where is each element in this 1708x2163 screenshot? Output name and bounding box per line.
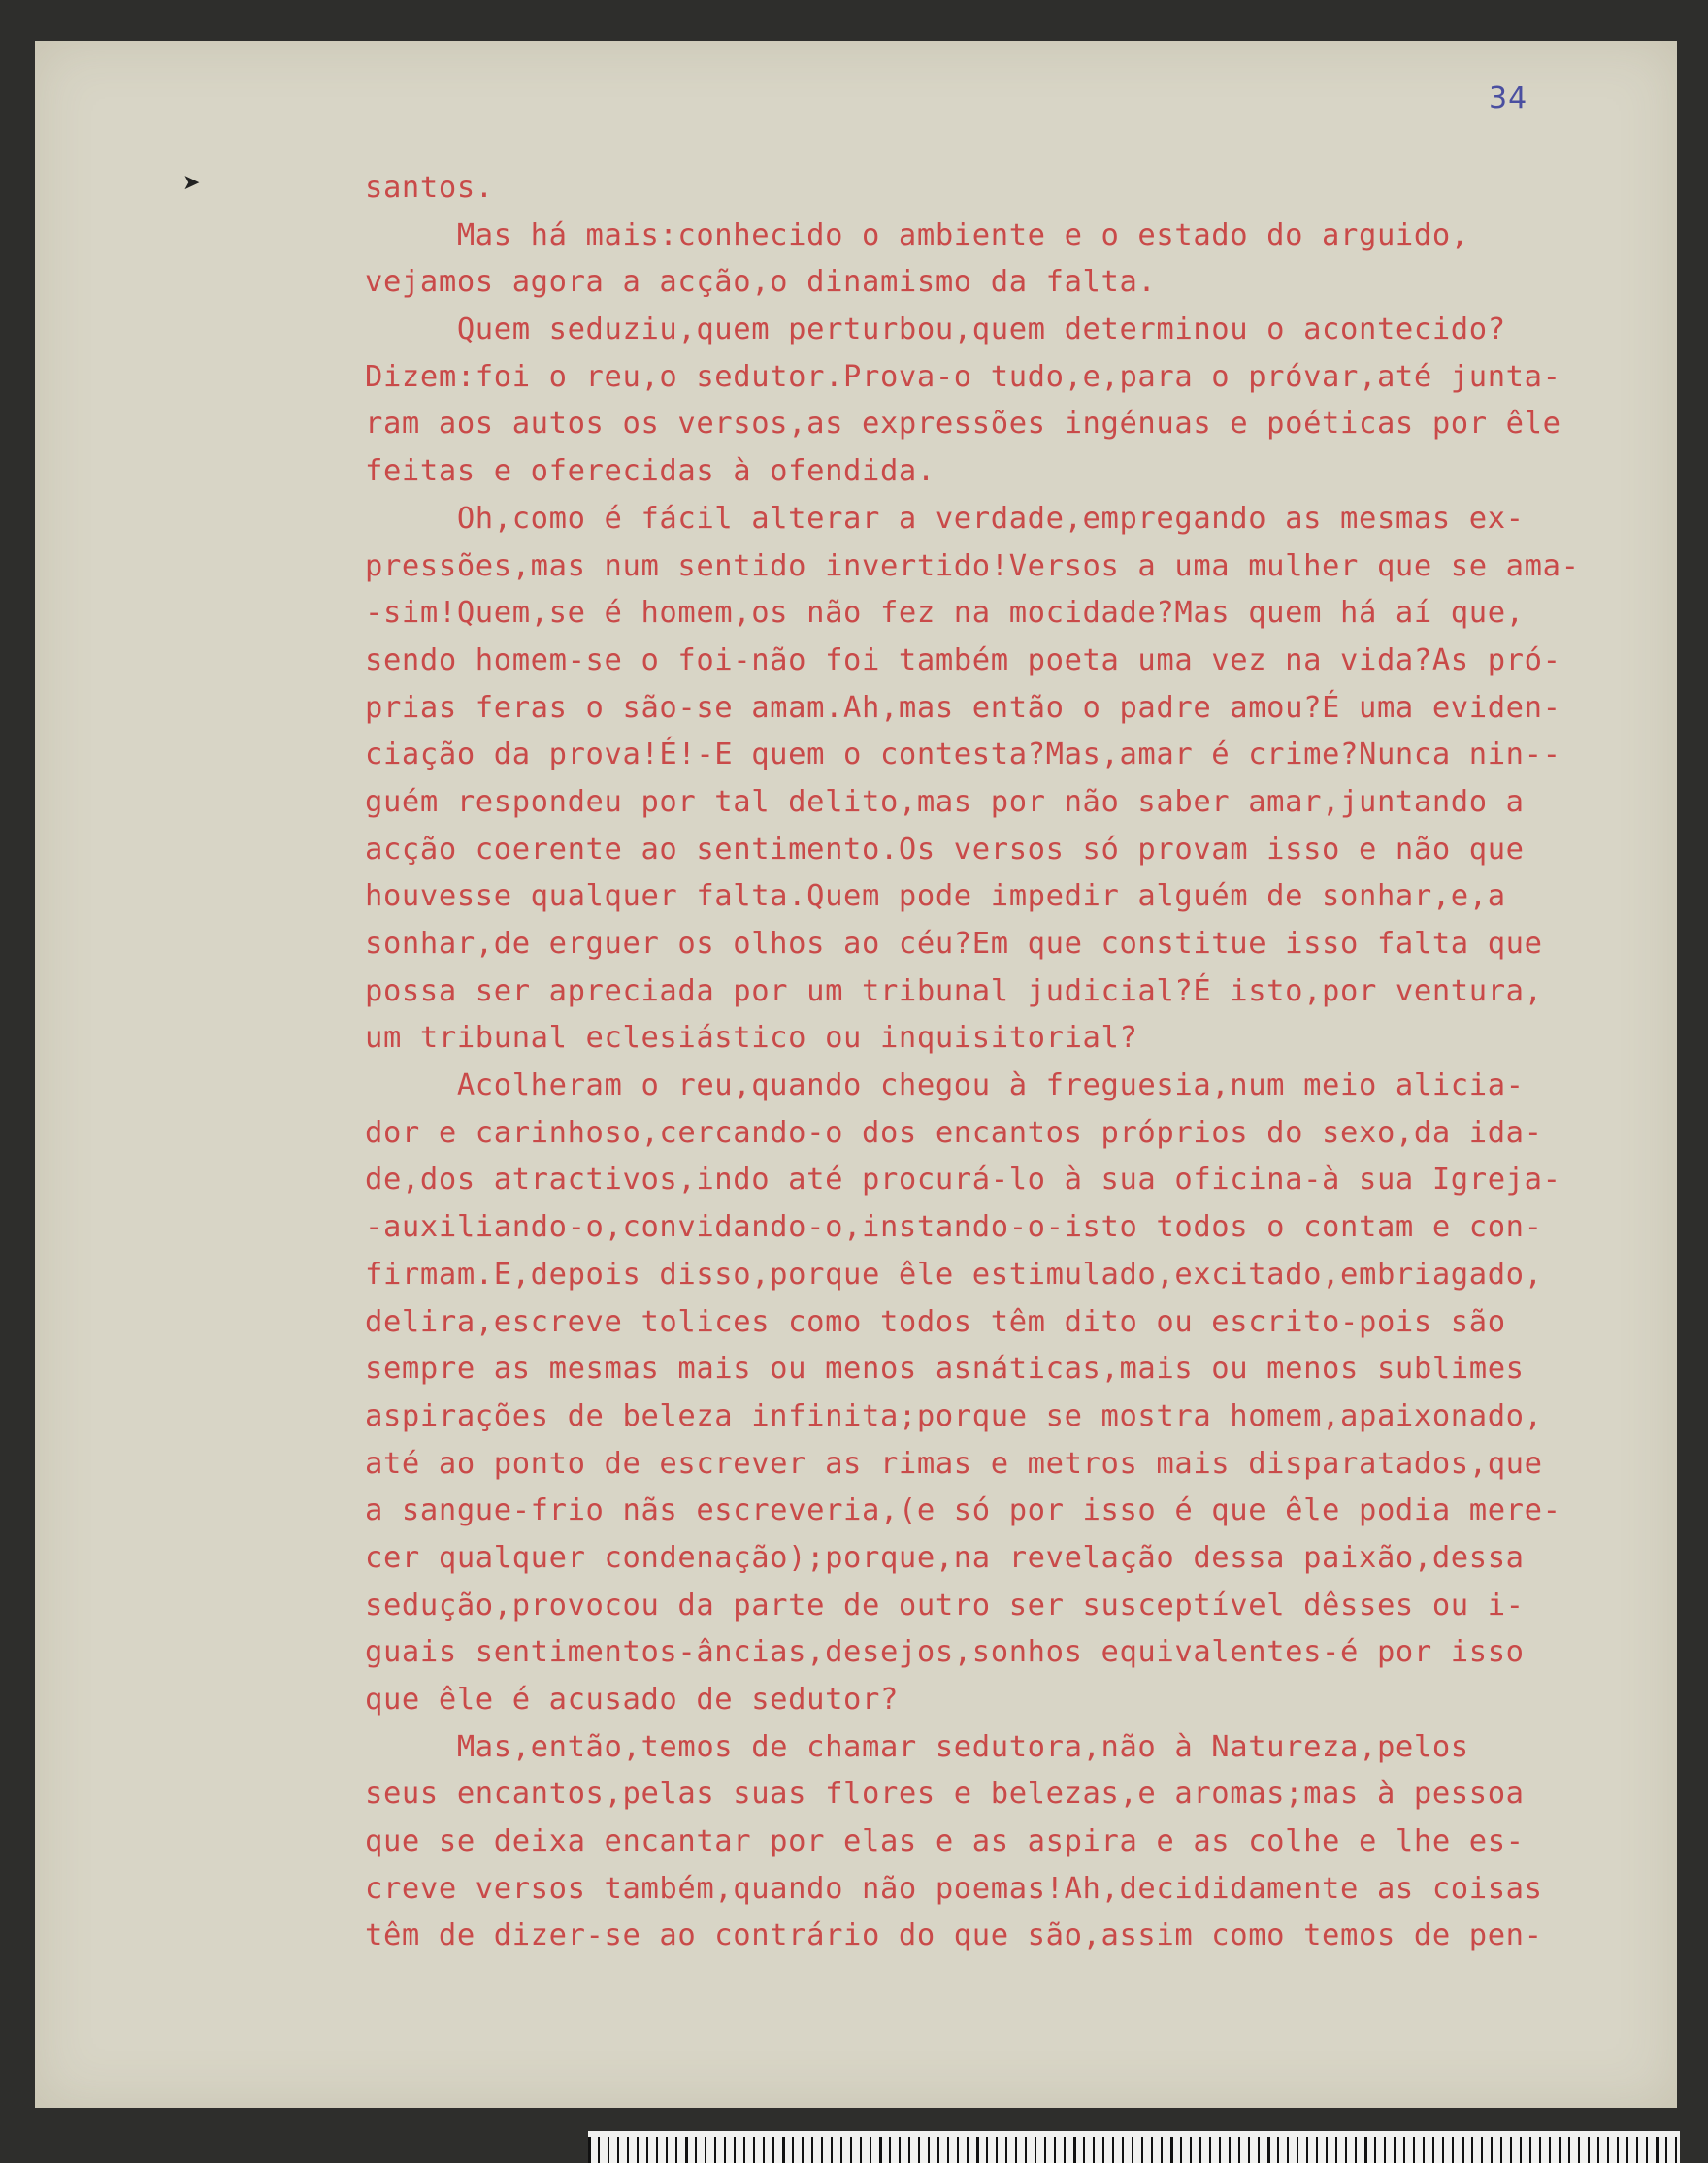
text-line: sonhar,de erguer os olhos ao céu?Em que constitue isso falta que [365, 927, 1543, 961]
text-line: a sangue-frio nãs escreveria,(e só por isso é que êle podia mere- [365, 1493, 1561, 1528]
text-line: firmam.E,depois disso,porque êle estimulado,excitado,embriagado, [365, 1257, 1543, 1292]
text-line: que se deixa encantar por elas e as aspira e as colhe e lhe es- [365, 1824, 1525, 1859]
text-line: -sim!Quem,se é homem,os não fez na mocidade?Mas quem há aí que, [365, 596, 1525, 631]
text-line: um tribunal eclesiástico ou inquisitorial? [365, 1021, 1138, 1056]
text-line: Dizem:foi o reu,o sedutor.Prova-o tudo,e,para o próvar,até junta- [365, 359, 1561, 394]
text-line: cer qualquer condenação);porque,na revelação dessa paixão,dessa [365, 1540, 1525, 1575]
text-line: guais sentimentos-âncias,desejos,sonhos equivalentes-é por isso [365, 1635, 1525, 1670]
text-line: possa ser apreciada por um tribunal judicial?É isto,por ventura, [365, 973, 1543, 1008]
text-line: santos. [365, 171, 494, 205]
text-line: vejamos agora a acção,o dinamismo da falta. [365, 265, 1157, 300]
text-line: sempre as mesmas mais ou menos asnáticas,mais ou menos sublimes [365, 1352, 1525, 1387]
scale-ruler [588, 2131, 1680, 2163]
text-line: houvesse qualquer falta.Quem pode impedir alguém de sonhar,e,a [365, 879, 1506, 914]
text-line: sedução,provocou da parte de outro ser susceptível dêsses ou i- [365, 1588, 1525, 1622]
text-line: dor e carinhoso,cercando-o dos encantos próprios do sexo,da ida- [365, 1115, 1543, 1150]
text-line: aspirações de beleza infinita;porque se mostra homem,apaixonado, [365, 1398, 1543, 1433]
text-line: acção coerente ao sentimento.Os versos só provam isso e não que [365, 832, 1525, 867]
page-number: 34 [1489, 82, 1528, 115]
text-line: Oh,como é fácil alterar a verdade,empregando as mesmas ex- [365, 501, 1525, 536]
text-line: Acolheram o reu,quando chegou à freguesia,num meio alicia- [365, 1068, 1525, 1103]
text-line: Mas há mais:conhecido o ambiente e o estado do arguido, [365, 217, 1469, 252]
text-line: creve versos também,quando não poemas!Ah,decididamente as coisas [365, 1871, 1543, 1906]
text-line: que êle é acusado de sedutor? [365, 1683, 899, 1717]
text-line: delira,escreve tolices como todos têm dito ou escrito-pois são [365, 1304, 1506, 1339]
text-line: seus encantos,pelas suas flores e belezas,e aromas;mas à pessoa [365, 1777, 1525, 1812]
text-line: guém respondeu por tal delito,mas por não saber amar,juntando a [365, 784, 1525, 819]
text-line: têm de dizer-se ao contrário do que são,assim como temos de pen- [365, 1918, 1543, 1953]
typed-text-body [365, 165, 1665, 1960]
text-line: sendo homem-se o foi-não foi também poeta uma vez na vida?As pró- [365, 642, 1561, 677]
text-line: pressões,mas num sentido invertido!Versos a uma mulher que se ama- [365, 548, 1580, 583]
text-line: feitas e oferecidas à ofendida. [365, 454, 936, 489]
text-line: -auxiliando-o,convidando-o,instando-o-isto todos o contam e con- [365, 1210, 1543, 1245]
margin-arrow-icon: ➤ [182, 171, 201, 195]
text-line: Mas,então,temos de chamar sedutora,não à Natureza,pelos [365, 1729, 1469, 1764]
text-line: ram aos autos os versos,as expressões ingénuas e poéticas por êle [365, 407, 1561, 442]
text-line: até ao ponto de escrever as rimas e metros mais disparatados,que [365, 1446, 1543, 1481]
text-line: de,dos atractivos,indo até procurá-lo à sua oficina-à sua Igreja- [365, 1163, 1561, 1197]
text-line: prias feras o são-se amam.Ah,mas então o padre amou?É uma eviden- [365, 690, 1561, 725]
text-line: Quem seduziu,quem perturbou,quem determinou o acontecido? [365, 312, 1506, 347]
text-line: ciação da prova!É!-E quem o contesta?Mas,amar é crime?Nunca nin-- [365, 737, 1561, 772]
